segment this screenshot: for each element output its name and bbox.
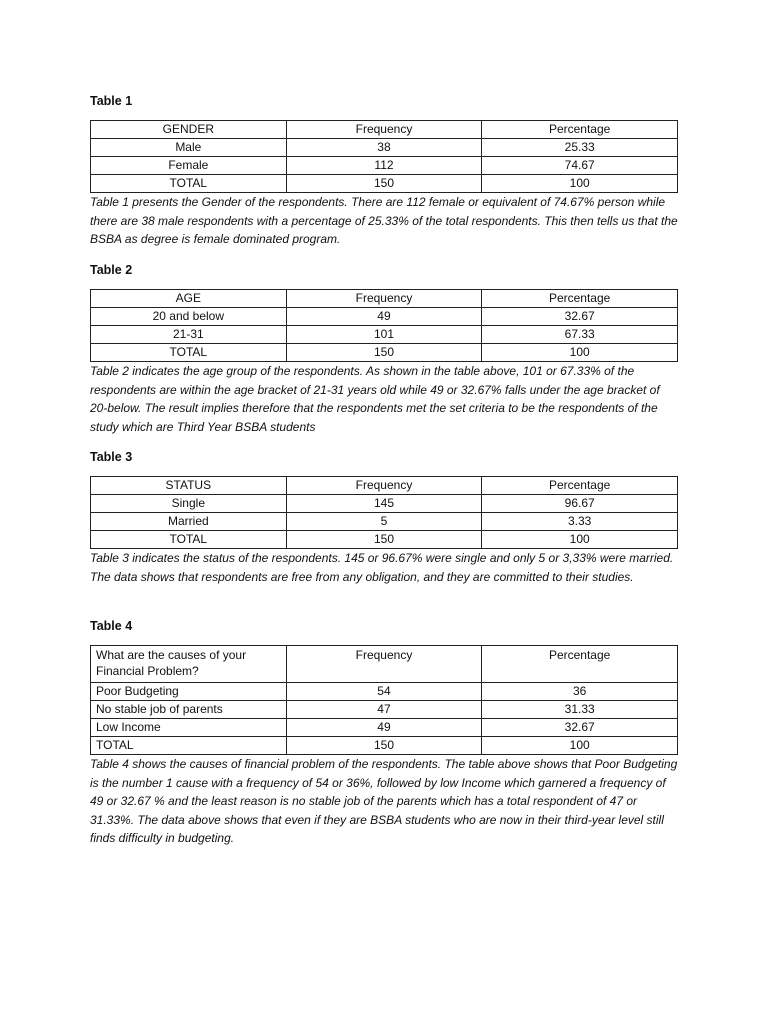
header-cell: Frequency — [286, 477, 482, 495]
table-cell: 145 — [286, 495, 482, 513]
table-title: Table 1 — [90, 94, 133, 108]
table-2-section — [90, 263, 678, 436]
table-cell: 5 — [286, 513, 482, 531]
header-cell: STATUS — [91, 477, 287, 495]
status-table — [90, 476, 678, 549]
table-cell: Female — [91, 157, 287, 175]
table-cell: Male — [91, 139, 287, 157]
table-3-section — [90, 450, 678, 586]
table-4-section — [90, 619, 678, 848]
table-cell: TOTAL — [91, 737, 287, 755]
table-row — [91, 139, 678, 157]
table-caption: Table 3 indicates the status of the respondents. 145 or 96.67% were single and only 5 or 3,33% were married. The data shows that respondents are free from any obligation, and they are committed to their studies. — [90, 551, 674, 584]
table-cell: 20 and below — [91, 308, 287, 326]
header-cell: Percentage — [482, 121, 678, 139]
table-cell: 100 — [482, 175, 678, 193]
financial-problem-table — [90, 645, 678, 755]
table-cell: 67.33 — [482, 326, 678, 344]
table-cell: Low Income — [91, 719, 287, 737]
table-title: Table 3 — [90, 450, 133, 464]
table-row — [91, 701, 678, 719]
table-total-row — [91, 737, 678, 755]
header-cell: Frequency — [286, 646, 482, 683]
table-row — [91, 495, 678, 513]
header-cell: AGE — [91, 290, 287, 308]
table-cell: 100 — [482, 344, 678, 362]
table-cell: Poor Budgeting — [91, 683, 287, 701]
table-cell: 3.33 — [482, 513, 678, 531]
table-total-row — [91, 344, 678, 362]
table-cell: 21-31 — [91, 326, 287, 344]
table-row — [91, 157, 678, 175]
table-caption: Table 2 indicates the age group of the respondents. As shown in the table above, 101 or 67.33% of the respondents are within the age bracket of 21-31 years old while 49 or 32.67% falls under the age bracket of 20-below. The result implies therefore that the respondents met the set criteria to be the respondents of the study which are Third Year BSBA students — [90, 364, 660, 434]
table-cell: 49 — [286, 308, 482, 326]
table-cell: 74.67 — [482, 157, 678, 175]
table-cell: TOTAL — [91, 531, 287, 549]
table-cell: Single — [91, 495, 287, 513]
header-cell: Frequency — [286, 290, 482, 308]
table-row — [91, 683, 678, 701]
table-cell: 25.33 — [482, 139, 678, 157]
table-cell: 150 — [286, 531, 482, 549]
table-row — [91, 513, 678, 531]
table-cell: 54 — [286, 683, 482, 701]
table-title: Table 4 — [90, 619, 133, 633]
header-cell: What are the causes of your Financial Problem? — [91, 646, 287, 683]
header-cell: GENDER — [91, 121, 287, 139]
age-table — [90, 289, 678, 362]
table-header-row — [91, 646, 678, 683]
header-cell: Percentage — [482, 646, 678, 683]
table-cell: 101 — [286, 326, 482, 344]
table-header-row — [91, 477, 678, 495]
table-cell: 100 — [482, 737, 678, 755]
table-header-row — [91, 121, 678, 139]
gender-table — [90, 120, 678, 193]
header-cell: Percentage — [482, 290, 678, 308]
table-cell: 38 — [286, 139, 482, 157]
table-row — [91, 326, 678, 344]
table-row — [91, 719, 678, 737]
table-header-row — [91, 290, 678, 308]
table-1-section — [90, 94, 678, 249]
table-cell: 32.67 — [482, 719, 678, 737]
table-cell: TOTAL — [91, 344, 287, 362]
table-cell: 49 — [286, 719, 482, 737]
table-cell: No stable job of parents — [91, 701, 287, 719]
table-cell: Married — [91, 513, 287, 531]
table-total-row — [91, 175, 678, 193]
table-caption: Table 1 presents the Gender of the respondents. There are 112 female or equivalent of 74.67% person while there are 38 male respondents with a percentage of 25.33% of the total respondents. This then tells us that the BSBA as degree is female dominated program. — [90, 195, 678, 247]
table-cell: 31.33 — [482, 701, 678, 719]
table-cell: 36 — [482, 683, 678, 701]
table-cell: 32.67 — [482, 308, 678, 326]
header-cell: Frequency — [286, 121, 482, 139]
table-cell: 150 — [286, 344, 482, 362]
table-cell: TOTAL — [91, 175, 287, 193]
table-caption: Table 4 shows the causes of financial problem of the respondents. The table above shows that Poor Budgeting is the number 1 cause with a frequency of 54 or 36%, followed by low Income which garnered a frequency of 49 or 32.67 % and the least reason is no stable job of the parents which has a total respondent of 47 or 31.33%. The data above shows that even if they are BSBA students who are now in their third-year level still finds difficulty in budgeting. — [90, 757, 678, 846]
table-cell: 47 — [286, 701, 482, 719]
header-cell: Percentage — [482, 477, 678, 495]
table-total-row — [91, 531, 678, 549]
table-cell: 150 — [286, 737, 482, 755]
table-row — [91, 308, 678, 326]
table-cell: 100 — [482, 531, 678, 549]
table-cell: 112 — [286, 157, 482, 175]
table-cell: 96.67 — [482, 495, 678, 513]
table-cell: 150 — [286, 175, 482, 193]
table-title: Table 2 — [90, 263, 133, 277]
